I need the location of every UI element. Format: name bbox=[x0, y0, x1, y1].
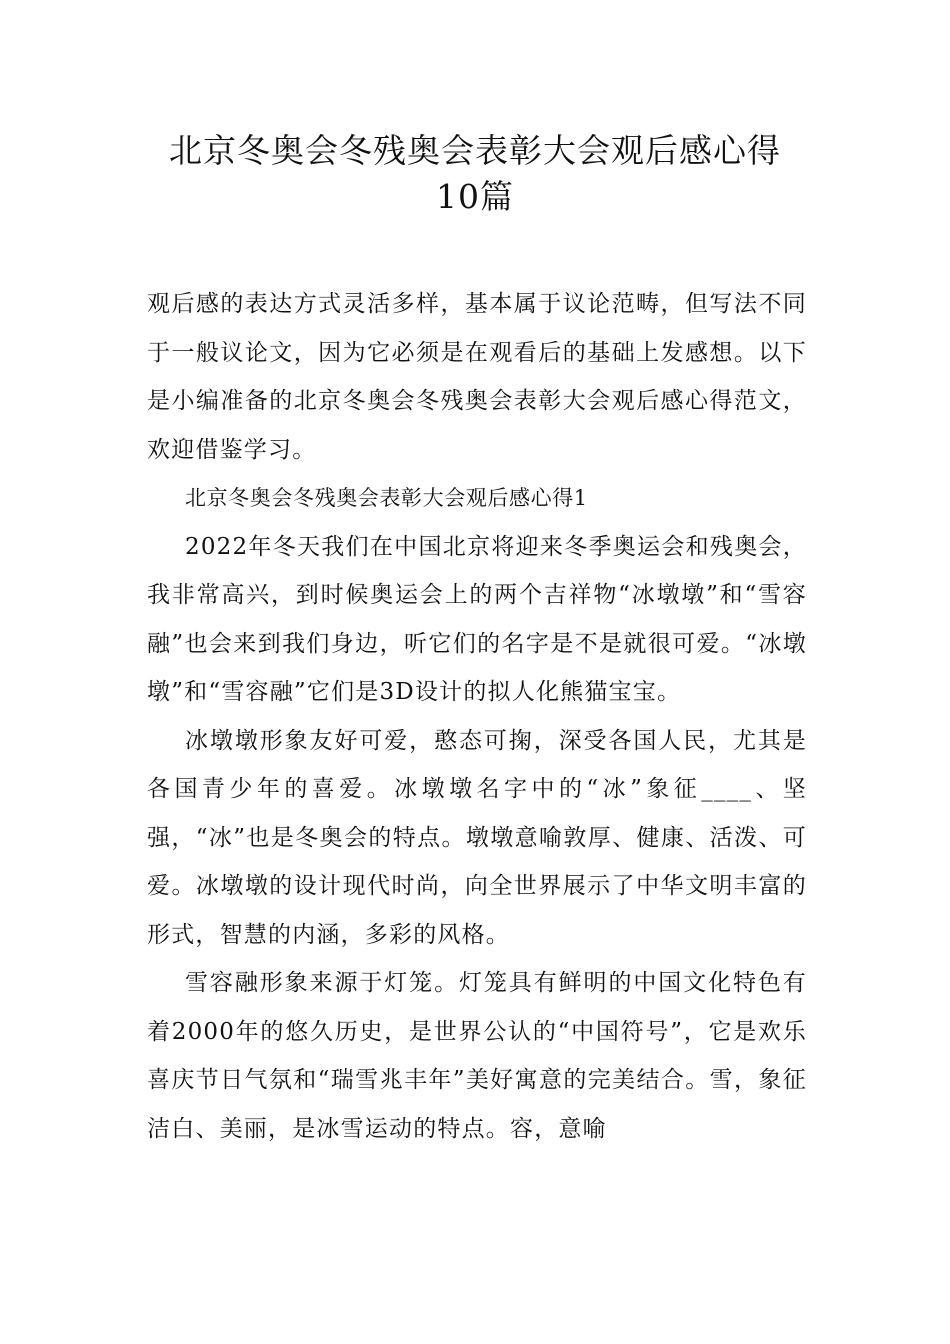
body-paragraph-2: 冰墩墩形象友好可爱，憨态可掬，深受各国人民，尤其是各国青少年的喜爱。冰墩墩名字中的“冰”象征____、坚强，“冰”也是冬奥会的特点。墩墩意喻敦厚、健康、活泼、可爱。冰墩墩的设计现代时尚，向全世界展示了中华文明丰富的形式，智慧的内涵，多彩的风格。 bbox=[147, 727, 807, 948]
document-title-line-2: 10篇 bbox=[436, 177, 514, 216]
body-paragraph-1: 2022年冬天我们在中国北京将迎来冬季奥运会和残奥会，我非常高兴，到时候奥运会上的两个吉祥物“冰墩墩”和“雪容融”也会来到我们身边，听它们的名字是不是就很可爱。“冰墩墩”和“雪容融”它们是3D设计的拟人化熊猫宝宝。 bbox=[147, 533, 807, 705]
body-paragraph-3: 雪容融形象来源于灯笼。灯笼具有鲜明的中国文化特色有着2000年的悠久历史，是世界公认的“中国符号”，它是欢乐喜庆节日气氛和“瑞雪兆丰年”美好寓意的完美结合。雪，象征洁白、美丽，是冰雪运动的特点。容，意喻 bbox=[147, 970, 807, 1142]
document-title-line-1: 北京冬奥会冬残奥会表彰大会观后感心得 bbox=[169, 131, 781, 170]
document-title bbox=[110, 128, 840, 220]
section-heading: 北京冬奥会冬残奥会表彰大会观后感心得1 bbox=[185, 486, 588, 510]
intro-paragraph: 观后感的表达方式灵活多样，基本属于议论范畴，但写法不同于一般议论文，因为它必须是在观看后的基础上发感想。以下是小编准备的北京冬奥会冬残奥会表彰大会观后感心得范文，欢迎借鉴学习。 bbox=[147, 291, 807, 463]
document-body bbox=[147, 280, 807, 1153]
